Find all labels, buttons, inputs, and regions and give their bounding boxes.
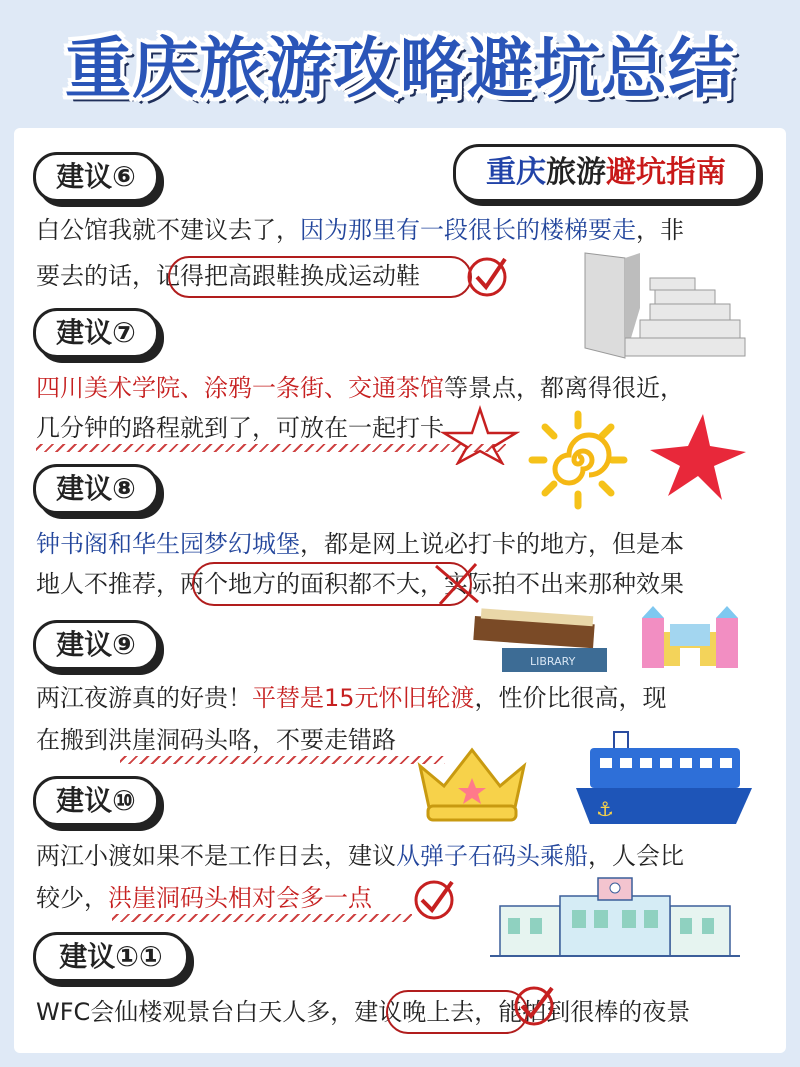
underline-wave xyxy=(120,756,445,764)
guide-tag-part1: 重庆 xyxy=(486,155,546,190)
tip-11-text-c: ，能拍到很棒的夜景 xyxy=(474,998,691,1026)
tip-label-9: 建议⑨ xyxy=(33,620,159,670)
underline-wave xyxy=(112,914,412,922)
tip-6-text-d: 要去的话， xyxy=(36,262,156,290)
building-image xyxy=(490,876,740,960)
tip-10-highlight-2: 洪崖洞码头相对会多一点 xyxy=(108,884,372,912)
tip-10-line-1 xyxy=(36,838,684,874)
crown-image xyxy=(416,742,528,824)
tip-6-text-a: 白公馆我就不建议去了， xyxy=(36,216,300,244)
tip-label-6: 建议⑥ xyxy=(33,152,159,202)
tip-label-8: 建议⑧ xyxy=(33,464,159,514)
book-spine-text: LIBRARY xyxy=(530,655,576,668)
tip-9-line-1 xyxy=(36,680,667,716)
staircase-image xyxy=(580,248,750,363)
tip-9-highlight: 平替是15元怀旧轮渡 xyxy=(252,684,475,712)
tip-7-line-2 xyxy=(36,410,444,446)
tip-label-7: 建议⑦ xyxy=(33,308,159,358)
red-star-icon xyxy=(648,412,748,502)
tip-10-highlight: 从弹子石码头乘船 xyxy=(396,842,588,870)
tip-10-text-d: 较少， xyxy=(36,884,108,912)
check-mark-icon xyxy=(510,982,560,1028)
tip-10-text-a: 两江小渡如果不是工作日去，建议 xyxy=(36,842,396,870)
tip-label-11: 建议①① xyxy=(33,932,189,982)
tip-8-circled-text: 两个地方的面积都不大 xyxy=(180,570,420,598)
tip-7-text-c: 几分钟的路程就到了，可放在一起打卡 xyxy=(36,414,444,442)
highlight-oval xyxy=(168,256,472,298)
tip-11-circled-text: 建议晚上去 xyxy=(354,998,475,1026)
tip-8-text-b: ，都是网上说必打卡的地方，但是本 xyxy=(300,530,684,558)
tip-8-text-e: ，实际拍不出来那种效果 xyxy=(420,570,684,598)
cross-scribble-icon xyxy=(430,558,486,608)
guide-tag-part3: 避坑指南 xyxy=(606,155,726,190)
check-mark-icon xyxy=(412,878,462,922)
tip-8-highlight: 钟书阁和华生园梦幻城堡 xyxy=(36,530,300,558)
tip-10-text-c: ，人会比 xyxy=(588,842,684,870)
books-image xyxy=(472,606,612,676)
tip-8-text-c: 地人不推荐， xyxy=(36,570,180,598)
check-mark-icon xyxy=(465,253,515,299)
tip-11-line-1 xyxy=(36,994,690,1030)
tip-7-text-b: 等景点，都离得很近， xyxy=(444,374,684,402)
sun-icon xyxy=(528,410,628,510)
tip-9-text-a: 两江夜游真的好贵！ xyxy=(36,684,252,712)
tip-9-text-d: 在搬到洪崖洞码头咯，不要走错路 xyxy=(36,726,396,754)
tip-9-line-2 xyxy=(36,722,396,758)
tip-11-text-a: WFC会仙楼观景台白天人多， xyxy=(36,998,355,1026)
tip-9-text-c: ，性价比很高，现 xyxy=(474,684,667,712)
tip-6-line-1 xyxy=(36,212,684,248)
svg-text:⚓: ⚓ xyxy=(596,797,614,821)
star-scribble-icon xyxy=(440,405,520,465)
bouncy-castle-image xyxy=(640,604,740,670)
tip-7-line-1 xyxy=(36,370,684,406)
guide-tag xyxy=(453,144,759,202)
tip-6-text-c: ，非 xyxy=(636,216,684,244)
tip-7-highlight: 四川美术学院、涂鸦一条街、交通茶馆 xyxy=(36,374,444,402)
tip-6-highlight: 因为那里有一段很长的楼梯要走 xyxy=(300,216,636,244)
underline-wave xyxy=(36,444,506,452)
guide-tag-part2: 旅游 xyxy=(546,155,606,190)
highlight-oval xyxy=(386,990,528,1034)
page-title: 重庆旅游攻略避坑总结 xyxy=(65,30,735,107)
tip-10-line-2 xyxy=(36,880,372,916)
tip-6-circled-text: 记得把高跟鞋换成运动鞋 xyxy=(156,262,420,290)
tip-label-10: 建议⑩ xyxy=(33,776,159,826)
tip-8-line-1 xyxy=(36,526,684,562)
ferry-boat-image xyxy=(576,714,752,828)
